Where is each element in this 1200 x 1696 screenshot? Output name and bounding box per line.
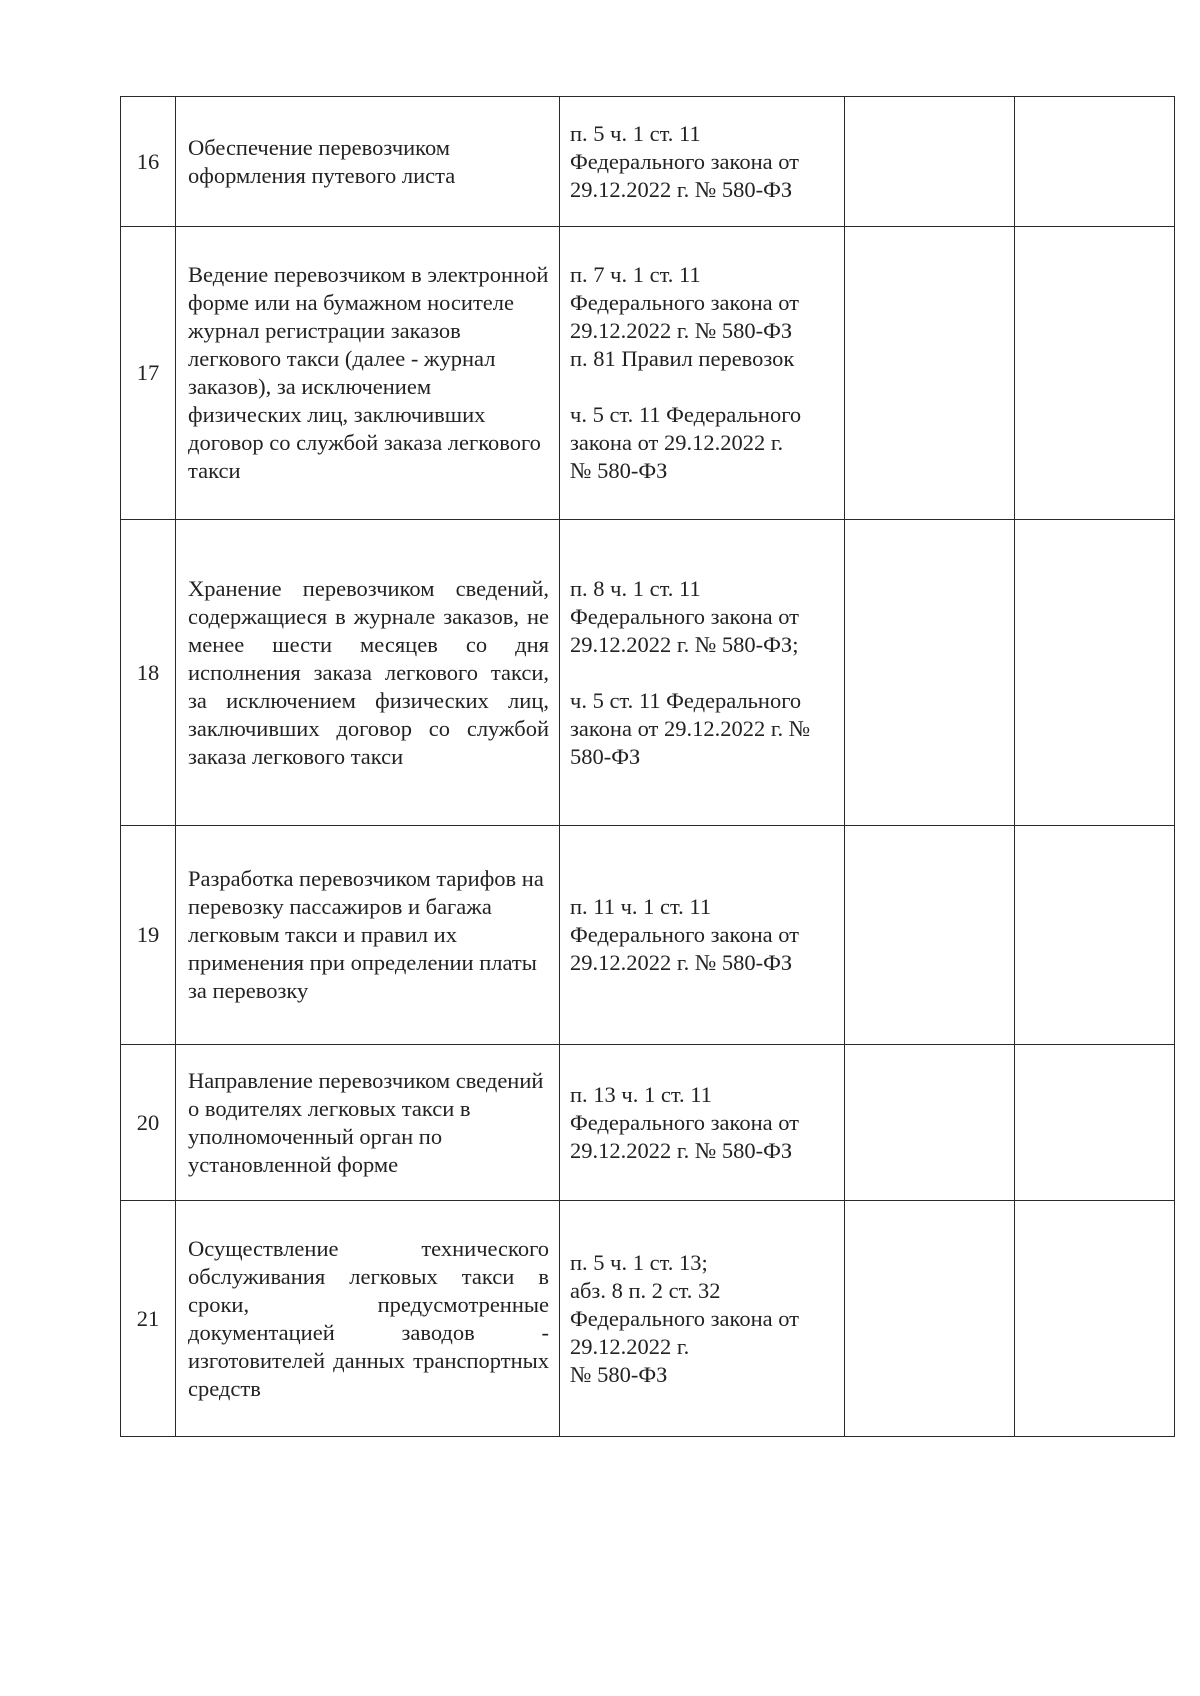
requirement-description: Разработка перевозчиком тарифов на перевозку пассажиров и багажа легковым такси и правил их применения при определении платы за перевозку — [176, 826, 560, 1045]
empty-cell — [1015, 1045, 1175, 1201]
basis-line: Федерального закона от — [570, 148, 800, 174]
requirement-description: Ведение перевозчиком в электронной форме или на бумажном носителе журнал регистрации заказов легкового такси (далее - журнал заказов), за исключением физических лиц, заключивших договор со службой заказа легкового такси — [176, 227, 560, 520]
table-row — [121, 826, 1175, 1045]
empty-cell — [1015, 1201, 1175, 1437]
legal-basis — [560, 1045, 845, 1201]
empty-cell — [1015, 97, 1175, 227]
legal-basis — [560, 826, 845, 1045]
basis-line: № 580-ФЗ — [570, 458, 668, 483]
legal-basis — [560, 520, 845, 826]
empty-cell — [1015, 227, 1175, 520]
basis-line: п. 5 ч. 1 ст. 11 — [570, 120, 701, 146]
row-number: 16 — [121, 97, 176, 227]
basis-line: п. 8 ч. 1 ст. 11 — [570, 575, 701, 601]
table-row — [121, 227, 1175, 520]
basis-line: Федерального закона от — [570, 1305, 800, 1331]
row-number: 18 — [121, 520, 176, 826]
basis-line: ч. 5 ст. 11 Федерального — [570, 402, 802, 427]
basis-line: п. 11 ч. 1 ст. 11 — [570, 894, 712, 919]
table-row — [121, 1201, 1175, 1437]
empty-cell — [845, 97, 1015, 227]
empty-cell — [845, 227, 1015, 520]
empty-cell — [845, 520, 1015, 826]
basis-line: Федерального закона от — [570, 290, 800, 315]
basis-line: 29.12.2022 г. № 580-ФЗ — [570, 318, 793, 343]
row-number: 20 — [121, 1045, 176, 1201]
row-number: 21 — [121, 1201, 176, 1437]
legal-basis — [560, 1201, 845, 1437]
basis-line: закона от 29.12.2022 г. № — [570, 715, 811, 741]
table-row — [121, 97, 1175, 227]
row-number: 19 — [121, 826, 176, 1045]
row-number: 17 — [121, 227, 176, 520]
basis-line: ч. 5 ст. 11 Федерального — [570, 687, 802, 713]
basis-line: п. 5 ч. 1 ст. 13; — [570, 1249, 708, 1275]
legal-basis — [560, 97, 845, 227]
basis-line: п. 13 ч. 1 ст. 11 — [570, 1081, 712, 1107]
legal-basis — [560, 227, 845, 520]
requirements-table — [120, 96, 1175, 1437]
empty-cell — [845, 1201, 1015, 1437]
basis-line: п. 7 ч. 1 ст. 11 — [570, 262, 701, 287]
requirement-description: Хранение перевозчиком сведений, содержащиеся в журнале заказов, не менее шести месяцев со дня исполнения заказа легкового такси, за исключением физических лиц, заключивших договор со службой заказа легкового такси — [176, 520, 560, 826]
basis-line: 29.12.2022 г. № 580-ФЗ — [570, 1137, 793, 1163]
requirement-description: Обеспечение перевозчиком оформления путевого листа — [176, 97, 560, 227]
basis-line: п. 81 Правил перевозок — [570, 346, 795, 371]
table-row — [121, 520, 1175, 826]
basis-line: абз. 8 п. 2 ст. 32 — [570, 1277, 721, 1303]
basis-line: Федерального закона от — [570, 603, 800, 629]
basis-line: 29.12.2022 г. № 580-ФЗ — [570, 176, 793, 202]
basis-line: закона от 29.12.2022 г. — [570, 430, 784, 455]
requirement-description: Направление перевозчиком сведений о водителях легковых такси в уполномоченный орган по установленной форме — [176, 1045, 560, 1201]
empty-cell — [845, 826, 1015, 1045]
requirement-description: Осуществление технического обслуживания легковых такси в сроки, предусмотренные документацией заводов - изготовителей данных транспортных средств — [176, 1201, 560, 1437]
empty-cell — [845, 1045, 1015, 1201]
table-row — [121, 1045, 1175, 1201]
basis-line: Федерального закона от — [570, 1109, 800, 1135]
basis-line: Федерального закона от — [570, 922, 800, 947]
basis-line: 29.12.2022 г. № 580-ФЗ — [570, 950, 793, 975]
empty-cell — [1015, 520, 1175, 826]
basis-line: 29.12.2022 г. — [570, 1333, 690, 1359]
basis-line: 580-ФЗ — [570, 743, 641, 769]
basis-line: 29.12.2022 г. № 580-ФЗ; — [570, 631, 799, 657]
basis-line: № 580-ФЗ — [570, 1361, 668, 1387]
empty-cell — [1015, 826, 1175, 1045]
